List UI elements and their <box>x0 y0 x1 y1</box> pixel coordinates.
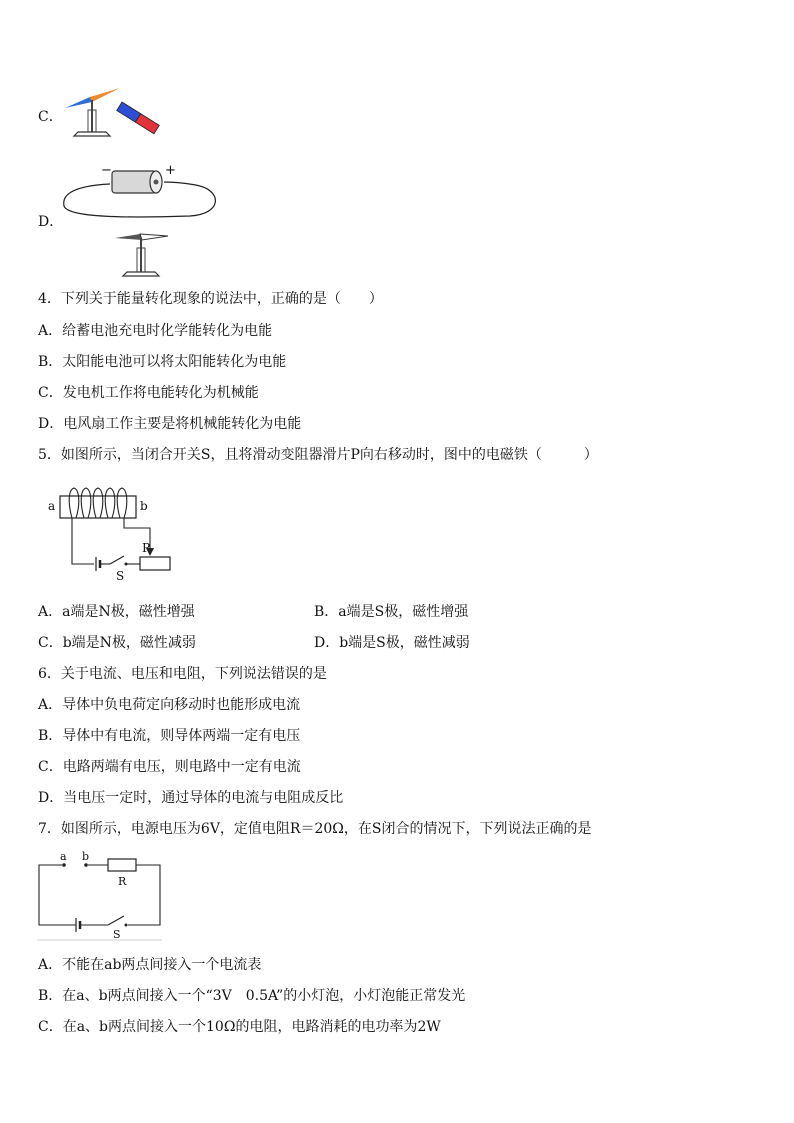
q6-option-c: C．电路两端有电压，则电路中一定有电流 <box>38 759 301 775</box>
q5-electromagnet-circuit <box>44 484 184 584</box>
label-b: b <box>82 850 90 863</box>
battery-icon <box>112 171 162 193</box>
q3-option-c-figure <box>60 86 175 142</box>
terminal-a <box>62 863 66 867</box>
q6-option-b: B．导体中有电流，则导体两端一定有电压 <box>38 728 301 744</box>
q6-stem: 6．关于电流、电压和电阻，下列说法错误的是 <box>38 666 327 682</box>
label-a: a <box>60 850 67 863</box>
q3-option-d-label: D． <box>38 214 64 230</box>
q6-option-a: A．导体中负电荷定向移动时也能形成电流 <box>38 697 301 713</box>
switch-symbol <box>110 556 128 566</box>
resistor-r <box>108 859 136 871</box>
q7-option-c: C．在a、b两点间接入一个10Ω的电阻，电路消耗的电功率为2W <box>38 1019 441 1035</box>
q3-option-c-label: C． <box>38 109 63 125</box>
q4-option-b: B．太阳能电池可以将太阳能转化为电能 <box>38 354 287 370</box>
coil <box>69 488 127 518</box>
q4-option-d: D．电风扇工作主要是将机械能转化为电能 <box>38 416 302 432</box>
rheostat <box>140 557 170 570</box>
q5-option-c: C．b端是N极，磁性减弱 <box>38 635 196 651</box>
label-r: R <box>118 875 127 888</box>
battery-symbol <box>96 557 100 571</box>
q3-option-d-figure <box>60 160 225 282</box>
label-b: b <box>140 499 148 513</box>
label-a: a <box>48 499 56 513</box>
q7-option-a: A．不能在ab两点间接入一个电流表 <box>38 957 262 973</box>
q5-option-b: B．a端是S极，磁性增强 <box>314 604 469 620</box>
switch-symbol <box>108 916 128 927</box>
label-p: P <box>142 541 151 555</box>
q7-option-b: B．在a、b两点间接入一个“3V 0.5A”的小灯泡，小灯泡能正常发光 <box>38 988 466 1004</box>
battery-plus-label: + <box>165 163 176 178</box>
q7-stem: 7．如图所示，电源电压为6V，定值电阻R＝20Ω，在S闭合的情况下，下列说法正确的是 <box>38 821 592 837</box>
bar-magnet-icon <box>117 102 160 134</box>
label-s: S <box>116 569 125 583</box>
label-s: S <box>113 928 121 941</box>
q4-option-a: A．给蓄电池充电时化学能转化为电能 <box>38 323 273 339</box>
q6-option-d: D．当电压一定时，通过导体的电流与电阻成反比 <box>38 790 344 806</box>
q5-option-a: A．a端是N极，磁性增强 <box>38 604 195 620</box>
battery-symbol <box>76 918 80 932</box>
q7-circuit <box>34 850 174 944</box>
wire <box>39 865 76 925</box>
wire <box>72 518 94 564</box>
battery-minus-label: − <box>101 163 112 178</box>
terminal-b <box>84 863 88 867</box>
q4-option-c: C．发电机工作将电能转化为机械能 <box>38 385 259 401</box>
compass-needle-icon <box>65 88 120 136</box>
q4-stem: 4．下列关于能量转化现象的说法中，正确的是（ ） <box>38 291 383 307</box>
q5-stem: 5．如图所示，当闭合开关S，且将滑动变阻器滑片P向右移动时，图中的电磁铁（ ） <box>38 447 598 463</box>
q5-option-d: D．b端是S极，磁性减弱 <box>314 635 470 651</box>
compass-needle-icon <box>115 234 168 276</box>
